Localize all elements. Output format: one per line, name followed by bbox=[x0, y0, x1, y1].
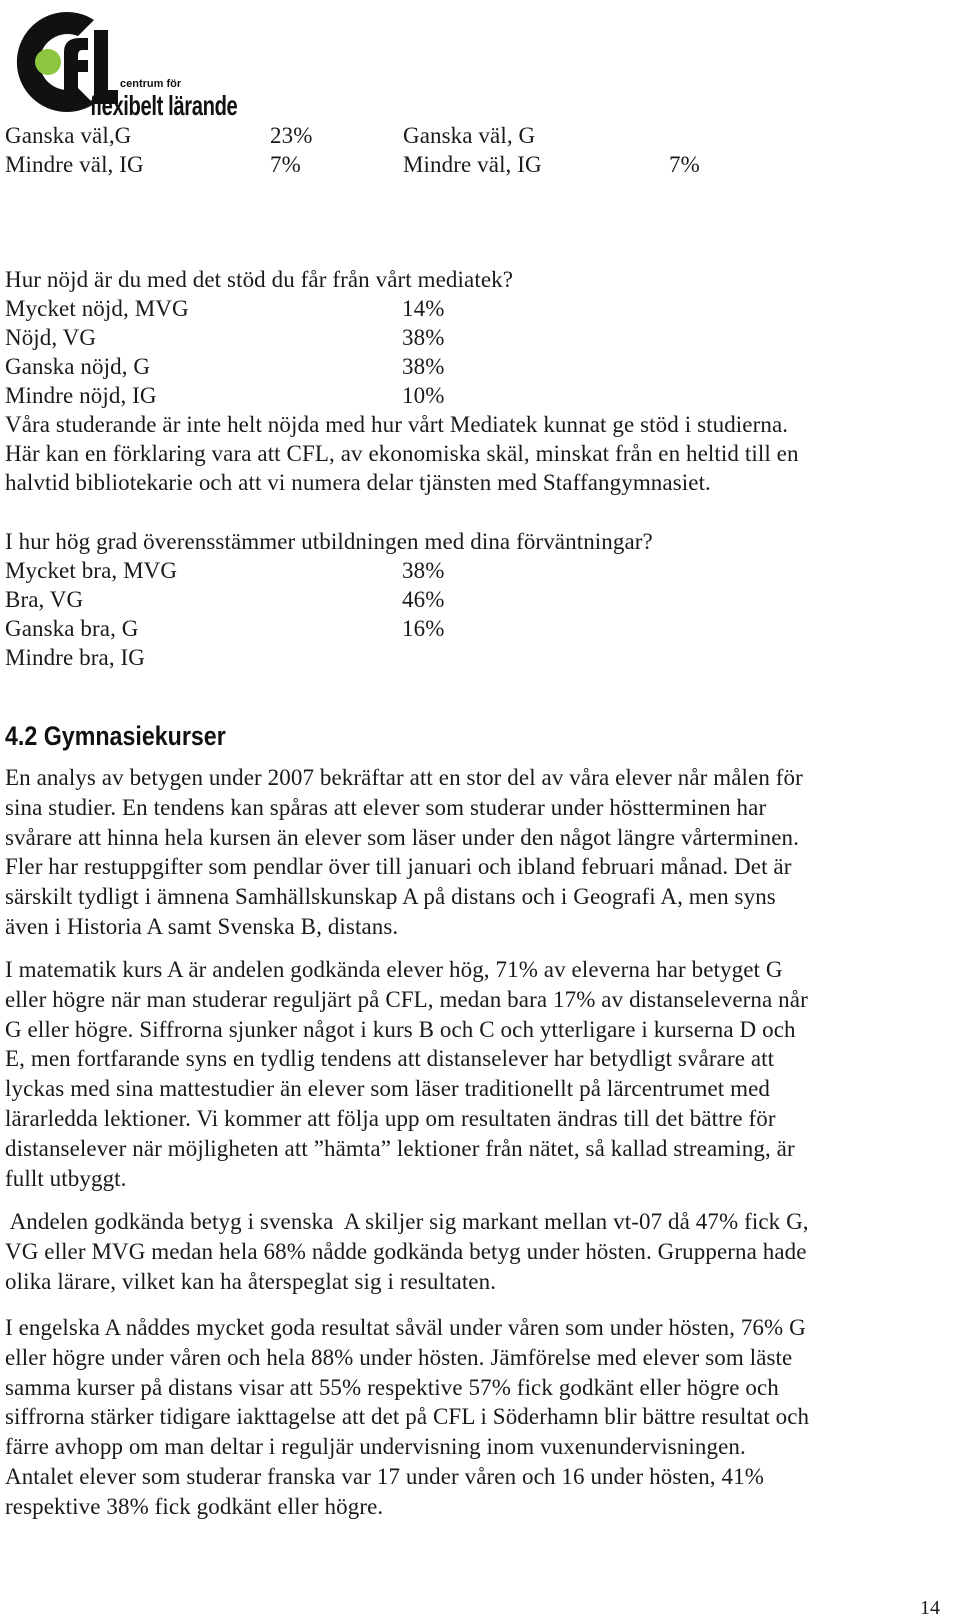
row-label: Mindre nöjd, IG bbox=[5, 383, 157, 408]
paragraph-line: respektive 38% fick godkänt eller högre. bbox=[5, 1493, 384, 1519]
cfl-logo bbox=[2, 2, 264, 122]
logo-tagline-small: centrum för bbox=[120, 78, 182, 90]
paragraph-line: Andelen godkända betyg i svenska A skiljer sig markant mellan vt-07 då 47% fick G, bbox=[5, 1209, 809, 1234]
row-label: Ganska väl,G bbox=[5, 123, 132, 148]
row-value: 16% bbox=[402, 616, 445, 641]
row-value: 46% bbox=[402, 587, 445, 612]
section-heading: 4.2 Gymnasiekurser bbox=[5, 721, 226, 751]
paragraph-line: även i Historia A samt Svenska B, distans. bbox=[5, 913, 399, 939]
paragraph bbox=[5, 763, 953, 942]
paragraph-line: sina studier. En tendens kan spåras att elever som studerar under höstterminen har bbox=[5, 794, 767, 820]
paragraph-line: färre avhopp om man deltar i reguljär undervisning inom vuxenundervisningen. bbox=[5, 1434, 746, 1460]
paragraph-line: särskilt tydligt i ämnena Samhällskunskap A på distans och i Geografi A, men syns bbox=[5, 884, 776, 910]
row-label: Mindre bra, IG bbox=[5, 645, 145, 670]
top-row bbox=[5, 121, 536, 151]
paragraph-line: distanselever när möjligheten att ”hämta” lektioner från nätet, så kallad streaming, är bbox=[5, 1135, 795, 1161]
survey-row bbox=[5, 352, 445, 382]
paragraph-line: eller högre när man studerar reguljärt på CFL, medan bara 17% av distanseleverna når bbox=[5, 986, 808, 1012]
paragraph-line: samma kurser på distans visar att 55% respektive 57% fick godkänt eller högre och bbox=[5, 1374, 779, 1400]
survey-row bbox=[5, 323, 445, 353]
paragraph-line: G eller högre. Siffrorna sjunker något i kurs B och C och ytterligare i kurserna D och bbox=[5, 1016, 796, 1042]
paragraph-line: lyckas med sina mattestudier än elever som läser traditionellt på lärcentrumet med bbox=[5, 1076, 771, 1102]
row-value: 38% bbox=[402, 325, 445, 350]
paragraph-line: VG eller MVG medan hela 68% nådde godkända betyg under hösten. Grupperna hade bbox=[5, 1238, 807, 1264]
page-number: 14 bbox=[920, 1597, 940, 1619]
row-label-2: Mindre väl, IG bbox=[403, 152, 542, 177]
row-value: 10% bbox=[402, 383, 445, 408]
row-value: 23% bbox=[270, 123, 313, 148]
mediatek-comment-line: halvtid bibliotekarie och att vi numera delar tjänsten med Staffangymnasiet. bbox=[5, 470, 711, 495]
mediatek-comment-line: Våra studerande är inte helt nöjda med hur vårt Mediatek kunnat ge stöd i studierna. bbox=[5, 412, 789, 437]
survey-row bbox=[5, 585, 445, 615]
row-label: Nöjd, VG bbox=[5, 325, 97, 350]
paragraph-line: I engelska A nåddes mycket goda resultat såväl under våren som under hösten, 76% G bbox=[5, 1315, 806, 1340]
paragraph-line: En analys av betygen under 2007 bekräftar att en stor del av våra elever når målen för bbox=[5, 765, 803, 790]
row-value-2: 7% bbox=[669, 152, 700, 177]
paragraph bbox=[5, 955, 953, 1193]
paragraph-line: olika lärare, vilket kan ha återspeglat sig i resultaten. bbox=[5, 1268, 497, 1294]
top-row bbox=[5, 150, 700, 180]
survey-row bbox=[5, 294, 445, 324]
mediatek-question: Hur nöjd är du med det stöd du får från vårt mediatek? bbox=[5, 267, 514, 292]
paragraph-line: I matematik kurs A är andelen godkända elever hög, 71% av eleverna har betyget G bbox=[5, 957, 783, 982]
paragraph bbox=[5, 1313, 953, 1522]
row-label: Mycket bra, MVG bbox=[5, 558, 178, 583]
survey-row bbox=[5, 381, 445, 411]
survey-row bbox=[5, 643, 145, 673]
row-value: 38% bbox=[402, 558, 445, 583]
expectations-question: I hur hög grad överensstämmer utbildningen med dina förväntningar? bbox=[5, 529, 653, 554]
row-label: Bra, VG bbox=[5, 587, 84, 612]
row-label: Mycket nöjd, MVG bbox=[5, 296, 189, 321]
row-value: 14% bbox=[402, 296, 445, 321]
paragraph-line: svårare att hinna hela kursen än elever som läser under den något längre vårterminen. bbox=[5, 824, 800, 850]
row-label: Ganska bra, G bbox=[5, 616, 139, 641]
paragraph-line: Fler har restuppgifter som pendlar över till januari och ibland februari månad. Det är bbox=[5, 854, 792, 880]
paragraph-line: eller högre under våren och hela 88% under hösten. Jämförelse med elever som läste bbox=[5, 1344, 793, 1370]
row-value: 38% bbox=[402, 354, 445, 379]
survey-row bbox=[5, 614, 445, 644]
paragraph-line: fullt utbyggt. bbox=[5, 1165, 127, 1191]
paragraph-line: E, men fortfarande syns en tydlig tendens att distanselever har betydligt svårare att bbox=[5, 1046, 775, 1072]
survey-row bbox=[5, 556, 445, 586]
paragraph bbox=[5, 1207, 953, 1296]
paragraph-line: lärarledda lektioner. Vi kommer att följa upp om resultaten ändras till det bättre för bbox=[5, 1105, 776, 1131]
row-label: Ganska nöjd, G bbox=[5, 354, 151, 379]
mediatek-comment-line: Här kan en förklaring vara att CFL, av ekonomiska skäl, minskat från en heltid till en bbox=[5, 441, 799, 466]
paragraph-line: Antalet elever som studerar franska var 17 under våren och 16 under hösten, 41% bbox=[5, 1463, 764, 1489]
row-label-2: Ganska väl, G bbox=[403, 123, 536, 148]
row-value: 7% bbox=[270, 152, 301, 177]
logo-tagline-large: flexibelt lärande bbox=[90, 90, 238, 121]
paragraph-line: siffrorna stärker tidigare iakttagelse att det på CFL i Söderhamn blir bättre resultat och bbox=[5, 1404, 810, 1430]
row-label: Mindre väl, IG bbox=[5, 152, 144, 177]
